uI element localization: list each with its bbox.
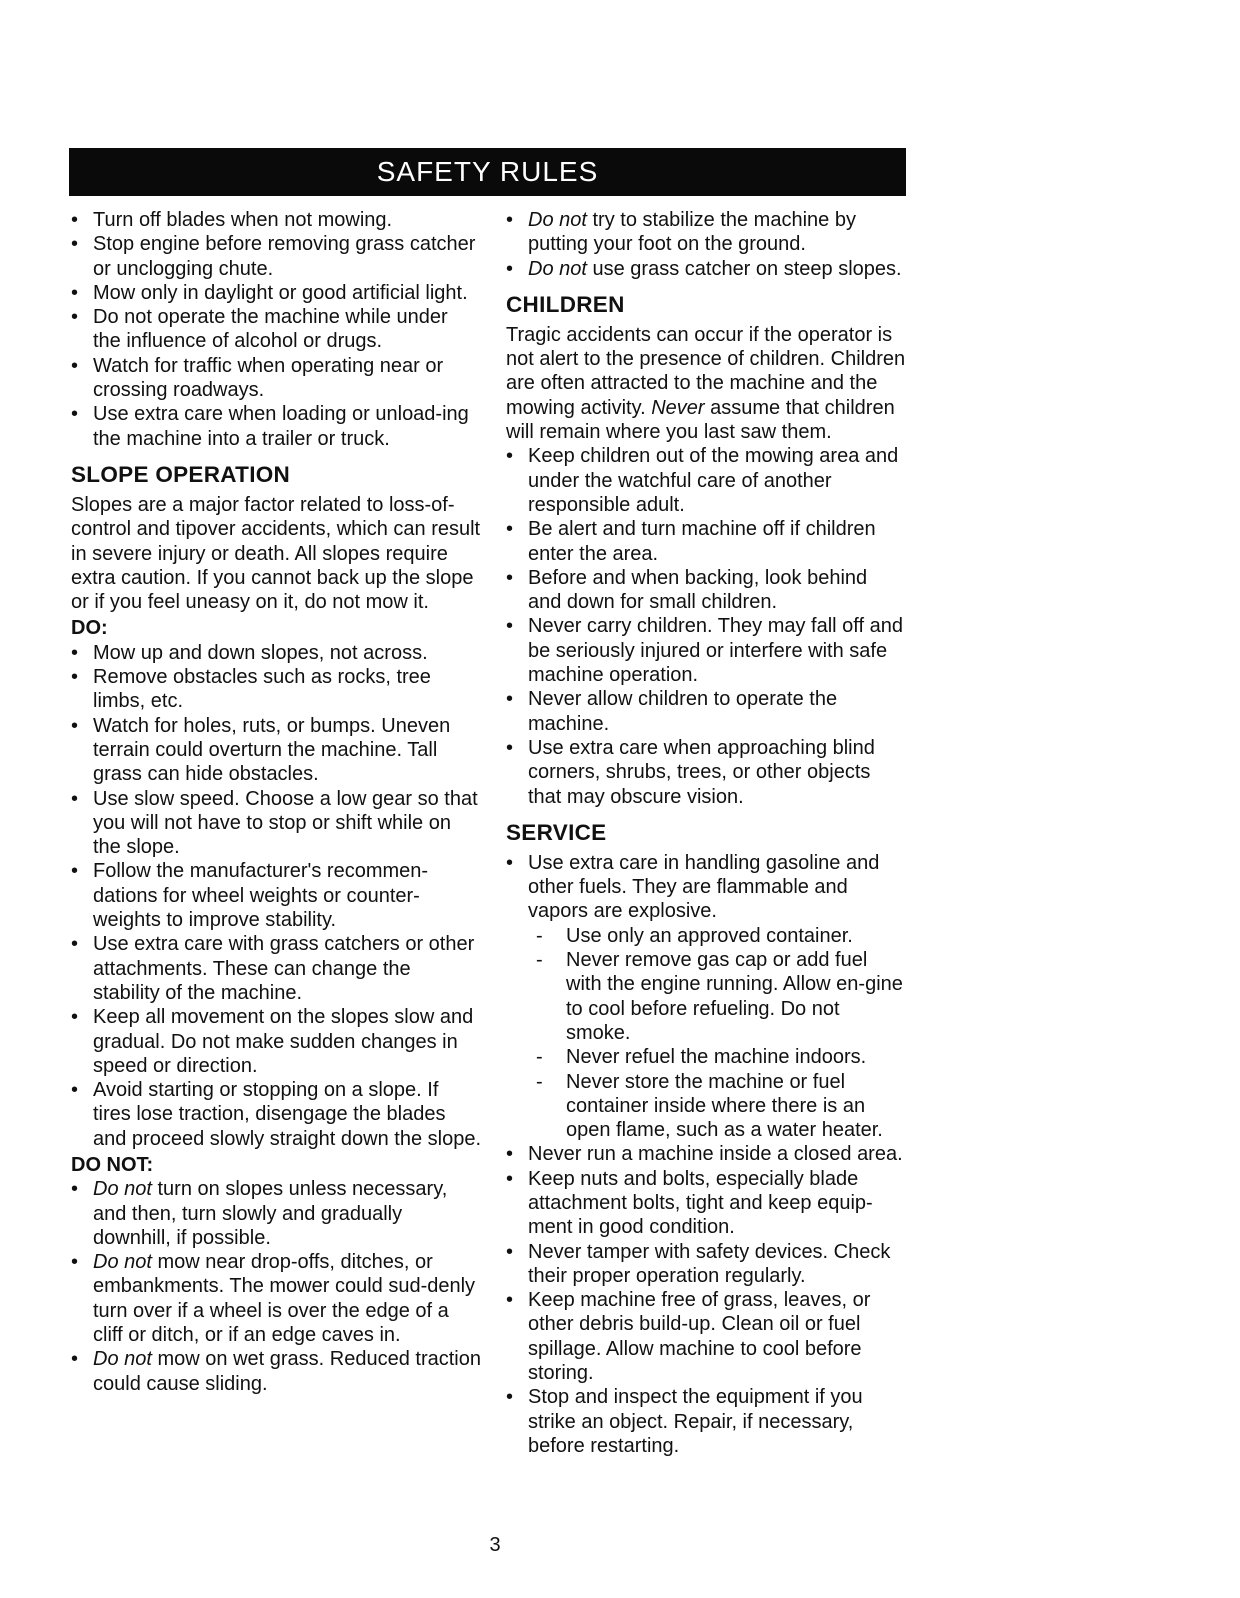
emphasis-text: Never [651,396,705,419]
list-item: • Do not operate the machine while under the influence of alcohol or drugs. [71,305,481,354]
list-item: • Follow the manufacturer's recommen-dations for wheel weights or counter-weights to improve stability. [71,859,481,932]
service-bullet-list-continued [506,1142,906,1458]
paragraph-text: Tragic accidents can occur if the operator is not alert to the presence of children. Children are often attracted to the machine and the mowing activity. [506,323,906,419]
list-item: • Turn off blades when not mowing. [71,208,481,232]
list-item [71,1347,481,1396]
list-item: • Use extra care when loading or unload-ing the machine into a trailer or truck. [71,402,481,451]
service-bullet-list [506,851,906,924]
list-item: • Mow up and down slopes, not across. [71,641,481,665]
list-item: • Stop engine before removing grass catcher or unclogging chute. [71,232,481,281]
banner-title: SAFETY RULES [376,156,599,187]
list-item: • Keep all movement on the slopes slow and gradual. Do not make sudden changes in speed or direction. [71,1005,481,1078]
list-item: • Remove obstacles such as rocks, tree limbs, etc. [71,665,481,714]
list-item: • Avoid starting or stopping on a slope. If tires lose traction, disengage the blades and proceed slowly straight down the slope. [71,1078,481,1151]
list-item: • Never carry children. They may fall off and be seriously injured or interfere with safe machine operation. [506,614,906,687]
emphasis-text: Do not [93,1251,152,1274]
list-item: • Be alert and turn machine off if children enter the area. [506,517,906,566]
emphasis-text: Do not [93,1178,152,1201]
slope-operation-paragraph: Slopes are a major factor related to loss-of-control and tipover accidents, which can result in severe injury or death. All slopes require extra caution. If you cannot back up the slope or if you feel uneasy on it, do not mow it. [71,493,481,614]
sub-list-item: - Never refuel the machine indoors. [528,1045,906,1069]
section-banner [69,148,906,196]
do-heading: DO: [71,617,108,640]
list-item [71,1250,481,1347]
list-item: • Never run a machine inside a closed area. [506,1142,906,1166]
emphasis-text: Do not [93,1348,152,1371]
do-bullet-list [71,641,481,1151]
list-item: • Stop and inspect the equipment if you strike an object. Repair, if necessary, before restarting. [506,1385,906,1458]
list-item [506,208,906,257]
page-number: 3 [489,1534,501,1556]
intro-bullet-list [71,208,481,451]
list-item: • Watch for traffic when operating near or crossing roadways. [71,354,481,403]
list-item: • Use extra care in handling gasoline and other fuels. They are flammable and vapors are explosive. [506,851,906,924]
item-text: mow near drop-offs, ditches, or embankments. The mower could sud-denly turn over if a wheel is over the edge of a cliff or ditch, or if an edge caves in. [93,1251,476,1347]
emphasis-text: Do not [528,257,587,280]
children-bullet-list [506,444,906,808]
sub-list-item: - Use only an approved container. [528,924,906,948]
item-text: try to stabilize the machine by putting your foot on the ground. [528,209,856,256]
continued-bullet-list [506,208,906,281]
list-item: • Never allow children to operate the machine. [506,687,906,736]
list-item: • Use extra care with grass catchers or other attachments. These can change the stability of the machine. [71,932,481,1005]
item-text: use grass catcher on steep slopes. [586,257,902,280]
children-heading: CHILDREN [506,291,625,317]
list-item: • Keep nuts and bolts, especially blade attachment bolts, tight and keep equip-ment in good condition. [506,1167,906,1240]
list-item: • Before and when backing, look behind and down for small children. [506,566,906,615]
list-item: • Never tamper with safety devices. Check their proper operation regularly. [506,1240,906,1289]
list-item [71,1177,481,1250]
do-not-heading: DO NOT: [71,1153,154,1176]
emphasis-text: Do not [528,209,587,231]
do-not-bullet-list [71,1177,481,1396]
list-item: • Use extra care when approaching blind corners, shrubs, trees, or other objects that may obscure vision. [506,736,906,809]
fuel-sub-list [528,924,906,1143]
left-column [71,208,481,1396]
list-item: • Keep machine free of grass, leaves, or other debris build-up. Clean oil or fuel spillage. Allow machine to cool before storing. [506,1288,906,1385]
list-item: • Watch for holes, ruts, or bumps. Uneven terrain could overturn the machine. Tall grass can hide obstacles. [71,714,481,787]
sub-list-item: - Never remove gas cap or add fuel with the engine running. Allow en-gine to cool before refueling. Do not smoke. [528,948,906,1045]
right-column [506,208,906,1458]
service-heading: SERVICE [506,819,607,845]
list-item: • Mow only in daylight or good artificial light. [71,281,481,305]
item-text: mow on wet grass. Reduced traction could cause sliding. [93,1348,481,1395]
paragraph-text: assume that children will remain where you last saw them. [506,396,895,444]
list-item: • Keep children out of the mowing area and under the watchful care of another responsible adult. [506,444,906,517]
sub-list-item: - Never store the machine or fuel container inside where there is an open flame, such as a water heater. [528,1070,906,1143]
list-item [506,257,906,281]
slope-operation-heading: SLOPE OPERATION [71,461,291,487]
list-item: • Use slow speed. Choose a low gear so that you will not have to stop or shift while on the slope. [71,787,481,860]
item-text: turn on slopes unless necessary, and then, turn slowly and gradually downhill, if possible. [93,1178,448,1249]
children-paragraph [506,323,906,444]
